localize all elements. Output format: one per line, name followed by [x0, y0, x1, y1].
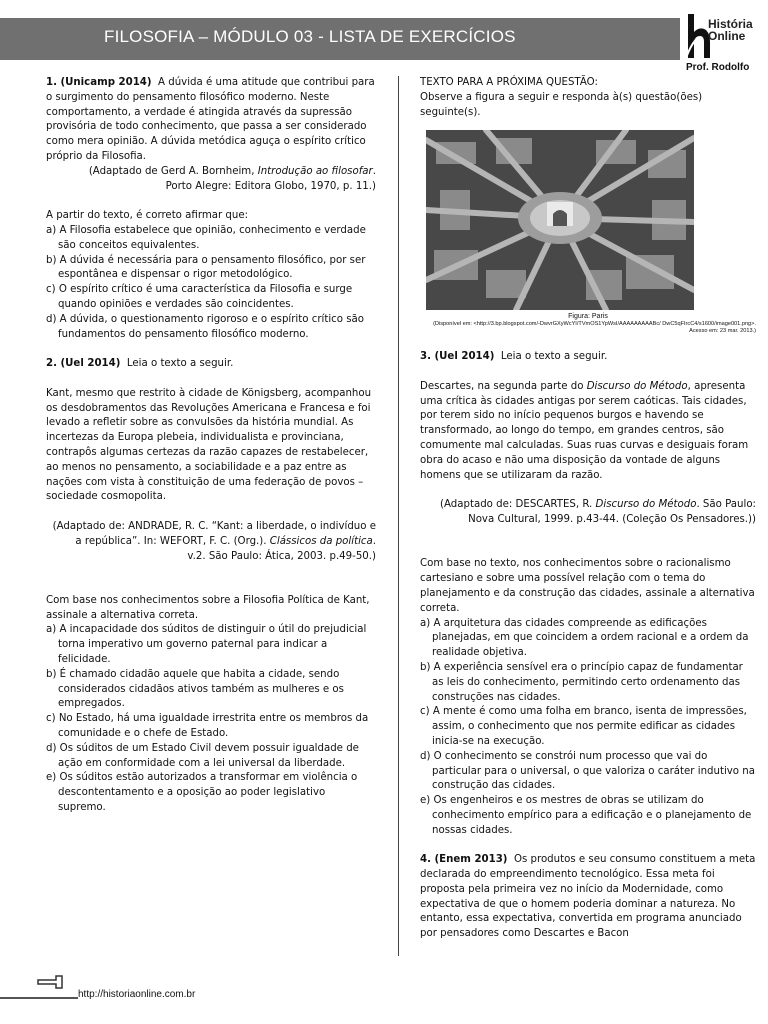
question-2-option-d: d) Os súditos de um Estado Civil devem possuir igualdade de ação em conformidade com a lei universal da liberdade.: [46, 742, 359, 769]
question-3-text: [420, 380, 756, 484]
question-1-source-title: Introdução ao filosofar: [257, 165, 373, 177]
figure-instruction: Observe a figura a seguir e responda à(s) questão(ões) seguinte(s).: [420, 91, 703, 118]
logo-line2: Online: [708, 29, 746, 43]
question-4-title: 4. (Enem 2013): [420, 854, 508, 866]
question-3-text-pre: Descartes, na segunda parte do: [420, 380, 587, 392]
question-2-intro: Leia o texto a seguir.: [126, 358, 234, 370]
question-3-option-b: b) A experiência sensível era o princípio capaz de fundamentar as leis do conhecimento, permitindo certo ordenamento das construções nas cidades.: [420, 661, 743, 703]
question-3-intro: Leia o texto a seguir.: [500, 351, 608, 363]
logo-text: [708, 18, 753, 42]
footer-line: [0, 997, 78, 999]
logo-line1: História: [708, 17, 753, 31]
question-4-statement: [420, 853, 756, 942]
question-3-source-pre: (Adaptado de: DESCARTES, R.: [440, 499, 596, 511]
footer-url[interactable]: http://historiaonline.com.br: [78, 989, 196, 1000]
question-4-text: Os produtos e seu consumo constituem a meta declarada do empreendimento tecnológico. Essa meta foi proposta pela primeira vez no início da Modernidade, como expectativa de que o homem poderia dominar a natureza. No entanto, essa expectativa, convertida em programa anunciado por pensadores como Descartes e Bacon: [420, 854, 756, 940]
question-2-option-b: b) É chamado cidadão aquele que habita a cidade, sendo considerados cidadãos ativos também as mulheres e os empregados.: [46, 668, 344, 710]
question-2-option-c: c) No Estado, há uma igualdade irrestrita entre os membros da comunidade e o chefe de Estado.: [46, 713, 369, 740]
figure-caption: Figura: Paris: [568, 313, 608, 321]
question-1-statement: [46, 76, 376, 165]
author-name: Prof. Rodolfo: [686, 62, 750, 73]
right-column: [420, 76, 756, 942]
question-1-option-b: b) A dúvida é necessária para o pensamento filosófico, por ser espontânea e dispensar o rigor metodológico.: [46, 254, 366, 281]
question-3-prompt: Com base no texto, nos conhecimentos sobre o racionalismo cartesiano e sobre uma possível relação com o tema do planejamento e da construção das cidades, assinale a alternativa correta.: [420, 558, 755, 614]
question-2-title: 2. (Uel 2014): [46, 358, 121, 370]
question-1-option-d: d) A dúvida, o questionamento rigoroso e o espírito crítico são fundamentos do pensamento filosófico moderno.: [46, 313, 365, 340]
historia-online-logo: [684, 12, 764, 64]
question-1-prompt: A partir do texto, é correto afirmar que:: [46, 210, 249, 222]
page-title: FILOSOFIA – MÓDULO 03 - LISTA DE EXERCÍCIOS: [104, 27, 516, 46]
question-2-prompt: Com base nos conhecimentos sobre a Filosofia Política de Kant, assinale a alternativa correta.: [46, 594, 370, 621]
question-3-source: [420, 498, 756, 528]
column-divider: [398, 76, 399, 956]
question-3-option-d: d) O conhecimento se constrói num processo que vai do particular para o universal, o que valoriza o caráter indutivo na construção das cidades.: [420, 750, 755, 792]
question-2-text: Kant, mesmo que restrito à cidade de Königsberg, acompanhou os desdobramentos das Revoluções Americana e Francesa e foi levado a refletir sobre as convulsões da história mundial. As incertezas da Europa plebeia, individualista e provinciana, contrapôs algumas certezas da razão capazes de restabelecer, ao menos no pensamento, a sociabilidade e a paz entre as nações com vista à constituição de uma federação de povos – sociedade cosmopolita.: [46, 387, 372, 503]
question-2-source-line2: v.2. São Paulo: Ática, 2003. p.49-50.): [187, 550, 376, 562]
question-1-source-line2: Porto Alegre: Editora Globo, 1970, p. 11.): [165, 180, 376, 192]
paris-aerial-photo: [426, 130, 694, 310]
question-3-text-title: Discurso do Método: [586, 380, 688, 392]
question-2-source-post: .: [372, 535, 376, 547]
figure-source: (Disponível em: <http://3.bp.blogspot.com/-DwvrGXyWcYI/TVmOS1YpWsI/AAAAAAAAABc/ DwC5qFIrcC4/s1600/image001.png>. Acesso em: 23 mar. 2013.): [433, 321, 756, 335]
question-2-header: [46, 357, 376, 372]
question-2-option-e: e) Os súditos estão autorizados a transformar em violência o descontentamento e a oposição ao poder legislativo supremo.: [46, 772, 358, 814]
question-1-source: [46, 165, 376, 195]
question-3-option-e: e) Os engenheiros e os mestres de obras se utilizam do conhecimento empírico para a edificação e o planejamento de nossas cidades.: [420, 795, 752, 836]
figure-heading: TEXTO PARA A PRÓXIMA QUESTÃO:: [420, 77, 598, 88]
question-2-source-pre: (Adaptado de: ANDRADE, R. C. “Kant: a liberdade, o indivíduo e a república”. In: WEFORT, F. C. (Org.).: [52, 520, 376, 547]
left-column: [46, 76, 376, 816]
question-1-title: 1. (Unicamp 2014): [46, 77, 152, 88]
question-3-option-a: a) A arquitetura das cidades compreende as edificações planejadas, em que coincidem a ordem racional e a ordem da realidade objetiva.: [420, 617, 749, 659]
question-3-text-post: , apresenta uma crítica às cidades antigas por serem caóticas. Tais cidades, por terem sido no início pequenos burgos e havendo se transformado, ao longo do tempo, em grandes centros, são comumente mal calculadas. Suas ruas curvas e desiguais foram obra do acaso e não uma disposição da vontade de alguns homens que se utilizaram da razão.: [420, 380, 749, 481]
question-1-source-pre: (Adaptado de Gerd A. Bornheim,: [88, 165, 258, 177]
question-1-option-a: a) A Filosofia estabelece que opinião, conhecimento e verdade são conceitos equivalentes.: [46, 224, 366, 251]
question-3-title: 3. (Uel 2014): [420, 351, 495, 363]
question-3-option-c: c) A mente é como uma folha em branco, isenta de impressões, assim, o conhecimento que nos permite edificar as cidades inicia-se na execução.: [420, 706, 747, 747]
question-3-source-title: Discurso do Método: [595, 499, 697, 511]
question-2-option-a: a) A incapacidade dos súditos de distinguir o útil do prejudicial torna imperativo um governo paternal para indicar a felicidade.: [46, 624, 367, 666]
question-3-source-post: . São Paulo: Nova Cultural, 1999. p.43-44. (Coleção Os Pensadores.)): [468, 499, 756, 525]
footer-pointer-icon: [36, 972, 64, 994]
question-2-source-title: Clássicos da política: [269, 535, 373, 547]
question-1-option-c: c) O espírito crítico é uma característica da Filosofia e surge quando opiniões e verdades são coincidentes.: [46, 284, 353, 310]
question-1-text: A dúvida é uma atitude que contribui para o surgimento do pensamento filosófico moderno. Neste comportamento, a verdade é atingida através da supressão provisória de todo conhecimento, que passa a ser considerado como mera opinião. A dúvida metódica aguça o espírito crítico próprio da Filosofia.: [46, 77, 375, 162]
question-2-source: [46, 520, 376, 564]
question-1-source-post: .: [372, 165, 376, 177]
question-3-header: [420, 350, 756, 365]
